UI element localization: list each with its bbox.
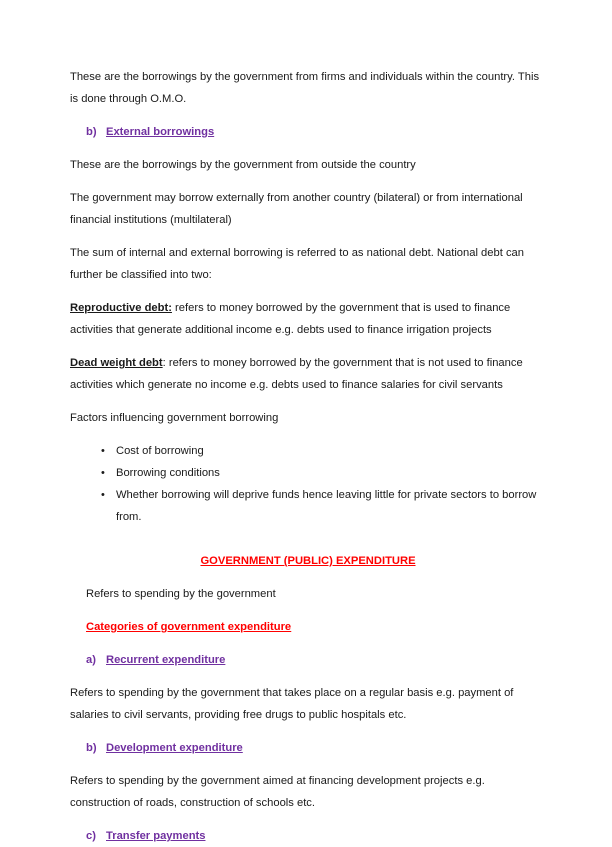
list-item-recurrent-expenditure[interactable] <box>70 649 546 671</box>
list-marker-b: b) <box>86 126 97 138</box>
paragraph-development-definition: Refers to spending by the government aimed at financing development projects e.g. construction of roads, construction of schools etc. <box>70 775 485 809</box>
bullet-icon: • <box>101 489 105 501</box>
factors-bullet-list <box>70 440 546 528</box>
term-dead-weight-debt: Dead weight debt <box>70 357 163 369</box>
list-marker-b-development: b) <box>86 742 97 754</box>
definition-dead-weight-debt: : refers to money borrowed by the government that is not used to finance activities which generate no income e.g. debts used to finance salaries for civil servants <box>70 357 523 391</box>
list-marker-c: c) <box>86 830 96 842</box>
list-item <box>70 440 546 462</box>
paragraph-internal-borrowings: These are the borrowings by the government from firms and individuals within the country. This is done through O.M.O. <box>70 71 540 105</box>
list-item-label: Whether borrowing will deprive funds hence leaving little for private sectors to borrow from. <box>116 489 537 523</box>
paragraph-external-sources: The government may borrow externally from another country (bilateral) or from international financial institutions (multilateral) <box>70 192 523 226</box>
paragraph-refers-to-spending: Refers to spending by the government <box>86 588 276 600</box>
section-spacer <box>70 539 546 550</box>
list-label-development-expenditure: Development expenditure <box>106 742 243 754</box>
definition-reproductive-debt: refers to money borrowed by the government that is used to finance activities that generate additional income e.g. debts used to finance irrigation projects <box>70 302 511 336</box>
paragraph-factors-intro: Factors influencing government borrowing <box>70 412 279 424</box>
document-body <box>70 66 546 847</box>
list-item <box>70 462 546 484</box>
paragraph-dead-weight-debt <box>70 352 546 396</box>
list-marker-a: a) <box>86 654 96 666</box>
list-item <box>70 484 546 528</box>
heading-government-expenditure: GOVERNMENT (PUBLIC) EXPENDITURE <box>200 555 416 567</box>
bullet-icon: • <box>101 467 105 479</box>
heading-categories-of-expenditure <box>86 616 546 638</box>
heading-categories-label: Categories of government expenditure <box>86 621 292 633</box>
list-item-external-borrowings[interactable] <box>70 121 546 143</box>
paragraph-external-definition: These are the borrowings by the government from outside the country <box>70 159 416 171</box>
paragraph-reproductive-debt <box>70 297 546 341</box>
paragraph-national-debt: The sum of internal and external borrowing is referred to as national debt. National debt can further be classified into two: <box>70 247 524 281</box>
list-item-development-expenditure[interactable] <box>70 737 546 759</box>
list-item-label: Cost of borrowing <box>116 445 204 457</box>
list-item-label: Borrowing conditions <box>116 467 220 479</box>
paragraph-recurrent-definition: Refers to spending by the government that takes place on a regular basis e.g. payment of salaries to civil servants, providing free drugs to public hospitals etc. <box>70 687 514 721</box>
term-reproductive-debt: Reproductive debt: <box>70 302 172 314</box>
list-item-transfer-payments[interactable] <box>70 825 546 847</box>
list-label-recurrent-expenditure: Recurrent expenditure <box>106 654 226 666</box>
list-label-transfer-payments: Transfer payments <box>106 830 206 842</box>
bullet-icon: • <box>101 445 105 457</box>
list-label-external-borrowings: External borrowings <box>106 126 215 138</box>
